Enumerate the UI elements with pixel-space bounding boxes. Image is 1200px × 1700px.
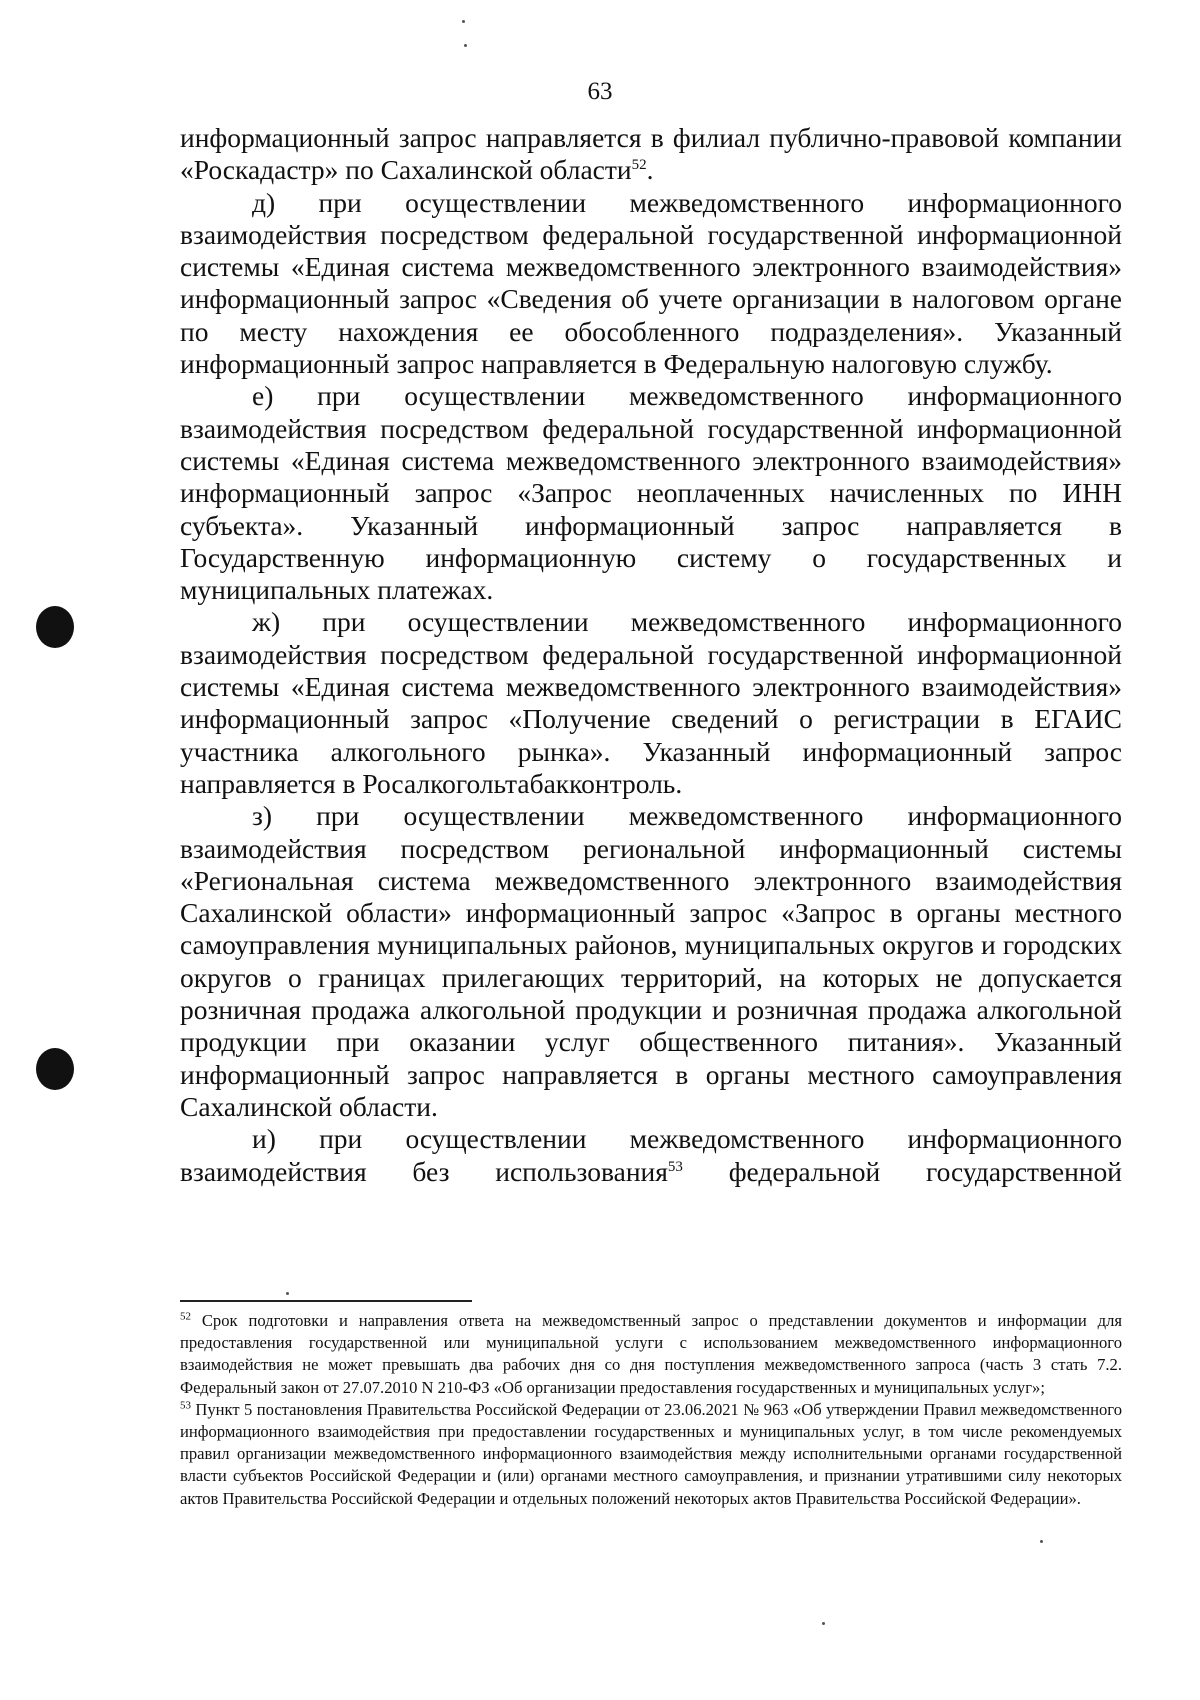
- footnote-ref-53[interactable]: 53: [667, 1158, 683, 1175]
- scan-speck: [822, 1622, 825, 1625]
- footnote-text: Пункт 5 постановления Правительства Российской Федерации от 23.06.2021 № 963 «Об утверждении Правил межведомственного информационного взаимодействия при предоставлении государственных и муниципальных услуг, в том числе рекомендуемых правил организации межведомственного информационного взаимодействия между исполнительными органами государственной власти субъектов Российской Федерации и (или) органами местного самоуправления, и признании утратившими силу некоторых актов Правительства Российской Федерации и отдельных положений некоторых актов Правительства Российской Федерации».: [180, 1399, 1122, 1508]
- footnote-marker: 53: [180, 1399, 191, 1412]
- paragraph-item-d: д) при осуществлении межведомственного информационного взаимодействия посредством федеральной государственной информационной системы «Единая система межведомственного электронного взаимодействия» информационный запрос «Сведения об учете организации в налоговом органе по месту нахождения ее обособленного подразделения». Указанный информационный запрос направляется в Федеральную налоговую службу.: [180, 186, 1122, 380]
- scan-speck: [1040, 1540, 1043, 1543]
- footnotes: [180, 1310, 1122, 1510]
- footnote-text: Срок подготовки и направления ответа на межведомственный запрос о представлении документов и информации для предоставления государственной или муниципальной услуги с использованием межведомственного информационного взаимодействия не может превышать два рабочих дня со дня поступления межведомственного запроса (часть 3 стать 7.2. Федеральный закон от 27.07.2010 N 210-ФЗ «Об организации предоставления государственных и муниципальных услуг»;: [180, 1311, 1122, 1397]
- paragraph-item-i: [180, 1123, 1122, 1188]
- paragraph-text: информационный запрос направляется в филиал публично-правовой компании «Роскадастр» по Сахалинской области: [180, 122, 1122, 186]
- page-number: 63: [587, 78, 613, 105]
- paragraph-continuation: [180, 122, 1122, 187]
- paragraph-item-zh: ж) при осуществлении межведомственного информационного взаимодействия посредством федеральной государственной информационной системы «Единая система межведомственного электронного взаимодействия» информационный запрос «Получение сведений о регистрации в ЕГАИС участника алкогольного рынка». Указанный информационный запрос направляется в Росалкогольтабакконтроль.: [180, 606, 1122, 799]
- punch-hole-mark: [36, 1048, 74, 1090]
- punch-hole-mark: [36, 606, 74, 648]
- footnote-ref-52[interactable]: 52: [631, 157, 647, 174]
- paragraph-tail: федеральной государственной: [682, 1155, 1122, 1187]
- scan-speck: [464, 44, 467, 47]
- scan-speck: [462, 20, 465, 23]
- footnote-53: [180, 1399, 1122, 1510]
- paragraph-tail: .: [646, 154, 654, 186]
- footnote-52: [180, 1310, 1122, 1399]
- footnote-separator: [180, 1300, 472, 1302]
- paragraph-text: и) при осуществлении межведомственного информационного взаимодействия без использования: [180, 1123, 1122, 1187]
- scan-speck: [286, 1292, 289, 1295]
- footnote-marker: 52: [180, 1310, 191, 1323]
- main-text: [180, 122, 1122, 1188]
- paragraph-item-z: з) при осуществлении межведомственного информационного взаимодействия посредством региональной информационный системы «Региональная система межведомственного электронного взаимодействия Сахалинской области» информационный запрос «Запрос в органы местного самоуправления муниципальных районов, муниципальных округов и городских округов о границах прилегающих территорий, на которых не допускается розничная продажа алкогольной продукции и розничная продажа алкогольной продукции при оказании услуг общественного питания». Указанный информационный запрос направляется в органы местного самоуправления Сахалинской области.: [180, 800, 1122, 1122]
- paragraph-item-e: е) при осуществлении межведомственного информационного взаимодействия посредством федеральной государственной информационной системы «Единая система межведомственного электронного взаимодействия» информационный запрос «Запрос неоплаченных начисленных по ИНН субъекта». Указанный информационный запрос направляется в Государственную информационную систему о государственных и муниципальных платежах.: [180, 380, 1122, 606]
